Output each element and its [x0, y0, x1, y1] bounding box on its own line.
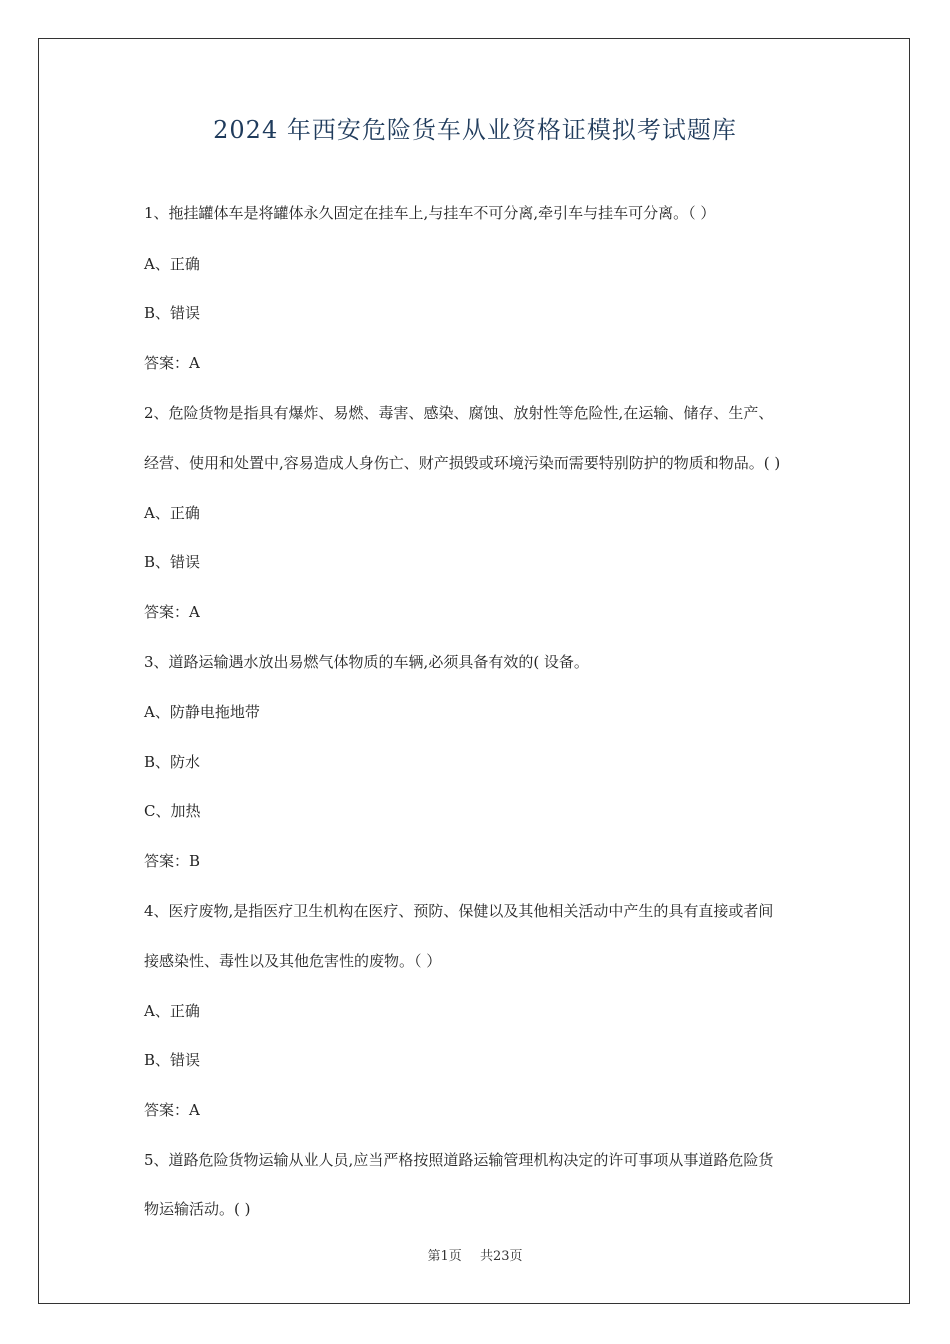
page-footer	[0, 1248, 950, 1266]
question-3-answer: 答案：B	[144, 852, 201, 870]
question-4-answer: 答案：A	[144, 1101, 200, 1119]
question-5-text-line-2: 物运输活动。( )	[144, 1200, 251, 1218]
question-4-option-b: B、错误	[144, 1051, 201, 1069]
question-1-option-b: B、错误	[144, 304, 201, 322]
question-5-text-line-1: 5、道路危险货物运输从业人员,应当严格按照道路运输管理机构决定的许可事项从事道路危险货	[144, 1151, 774, 1169]
question-3-option-c: C、加热	[144, 802, 201, 820]
document-title: 2024 年西安危险货车从业资格证模拟考试题库	[213, 116, 737, 144]
question-4-option-a: A、正确	[144, 1002, 200, 1020]
question-1-answer: 答案：A	[144, 354, 200, 372]
question-3-option-a: A、防静电拖地带	[144, 703, 260, 721]
question-2-text-line-2: 经营、使用和处置中,容易造成人身伤亡、财产损毁或环境污染而需要特别防护的物质和物品。( )	[144, 454, 781, 472]
page-number: 第1页	[427, 1249, 462, 1264]
page-total: 共23页	[479, 1249, 523, 1264]
question-2-answer: 答案：A	[144, 603, 200, 621]
question-1-option-a: A、正确	[144, 255, 200, 273]
question-3-option-b: B、防水	[144, 753, 201, 771]
question-4-text-line-1: 4、医疗废物,是指医疗卫生机构在医疗、预防、保健以及其他相关活动中产生的具有直接或者间	[144, 902, 774, 920]
question-2-option-b: B、错误	[144, 553, 201, 571]
question-2-option-a: A、正确	[144, 504, 200, 522]
question-1-text: 1、拖挂罐体车是将罐体永久固定在挂车上,与挂车不可分离,牵引车与挂车可分离。（ ）	[144, 204, 716, 222]
question-2-text-line-1: 2、危险货物是指具有爆炸、易燃、毒害、感染、腐蚀、放射性等危险性,在运输、储存、生产、	[144, 404, 774, 422]
question-3-text: 3、道路运输遇水放出易燃气体物质的车辆,必须具备有效的( 设备。	[144, 653, 589, 671]
question-4-text-line-2: 接感染性、毒性以及其他危害性的废物。（ ）	[144, 952, 442, 970]
